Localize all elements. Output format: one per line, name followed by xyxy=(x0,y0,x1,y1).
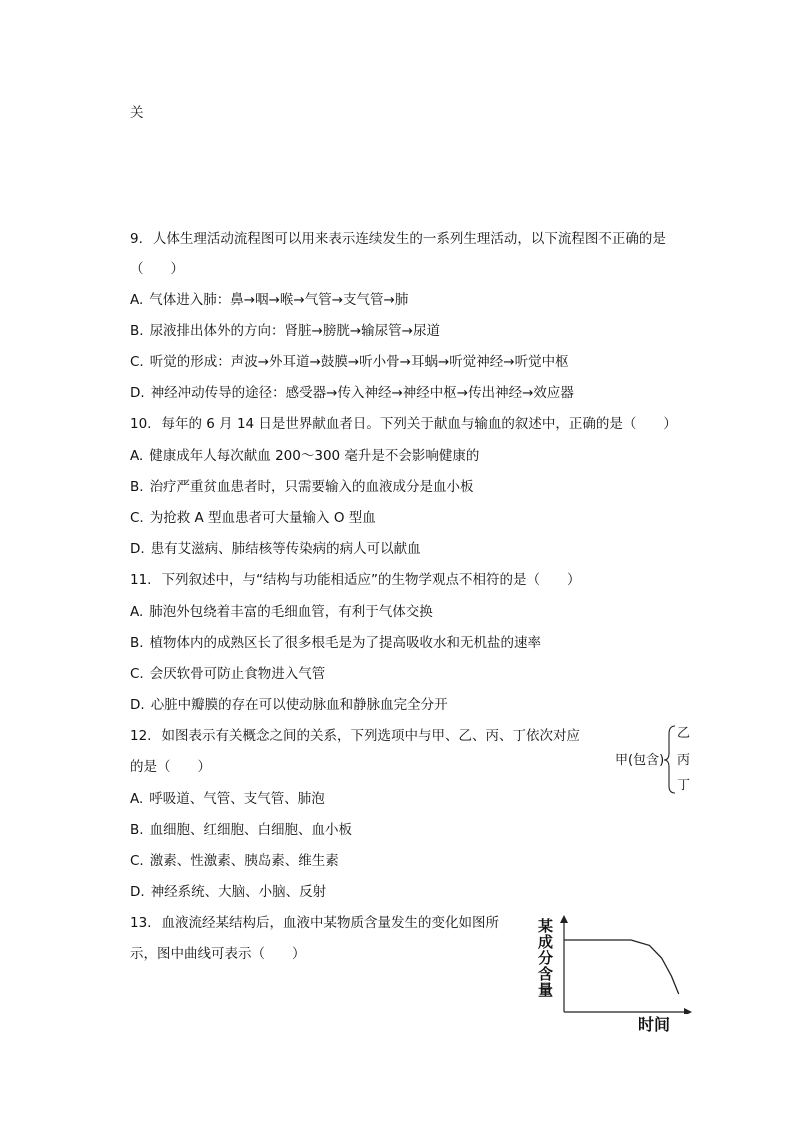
option-letter: B. xyxy=(130,479,144,495)
option-text: 气体进入肺：鼻→咽→喉→气管→支气管→肺 xyxy=(149,292,409,308)
question-10-option-c xyxy=(130,509,376,527)
option-text: 神经冲动传导的途径：感受器→传入神经→神经中枢→传出神经→效应器 xyxy=(150,385,574,401)
question-13-stem xyxy=(130,914,499,932)
option-text: 血细胞、红细胞、白细胞、血小板 xyxy=(149,822,353,838)
x-axis-arrow xyxy=(684,1008,692,1014)
option-letter: A. xyxy=(130,292,144,308)
question-9-stem xyxy=(130,230,666,248)
question-number: 10. xyxy=(130,416,152,432)
question-number: 12. xyxy=(130,728,152,744)
child-concept-1: 乙 xyxy=(677,726,691,741)
question-11-option-a xyxy=(130,603,433,621)
option-text: 健康成年人每次献血 200～300 毫升是不会影响健康的 xyxy=(149,448,480,464)
option-letter: A. xyxy=(130,448,144,464)
question-9-option-a xyxy=(130,291,408,309)
question-12-option-a xyxy=(130,790,325,808)
question-12-option-c xyxy=(130,852,339,870)
option-letter: C. xyxy=(130,853,144,869)
question-number: 13. xyxy=(130,915,152,931)
question-text: 下列叙述中，与“结构与功能相适应”的生物学观点不相符的是（ ） xyxy=(161,572,581,588)
option-text: 心脏中瓣膜的存在可以使动脉血和静脉血完全分开 xyxy=(150,697,448,713)
question-10-option-d xyxy=(130,540,421,558)
concept-relation-diagram xyxy=(612,724,702,794)
option-letter: D. xyxy=(130,884,145,900)
question-9-option-d xyxy=(130,384,574,402)
series-line xyxy=(564,940,679,994)
chart-svg xyxy=(538,914,698,1014)
option-text: 呼吸道、气管、支气管、肺泡 xyxy=(149,791,325,807)
question-12-stem-cont: 的是（ ） xyxy=(130,759,211,775)
question-12-stem xyxy=(130,727,580,745)
option-letter: D. xyxy=(130,697,145,713)
option-letter: B. xyxy=(130,635,144,651)
curly-brace xyxy=(664,726,675,793)
option-letter: C. xyxy=(130,510,144,526)
question-10-option-a xyxy=(130,447,479,465)
option-letter: C. xyxy=(130,666,144,682)
option-letter: B. xyxy=(130,822,144,838)
y-axis-arrow xyxy=(560,915,568,923)
question-11-stem xyxy=(130,571,580,589)
option-text: 肺泡外包绕着丰富的毛细血管，有利于气体交换 xyxy=(149,604,433,620)
option-letter: D. xyxy=(130,385,145,401)
question-12-option-d xyxy=(130,883,326,901)
question-11-option-b xyxy=(130,634,541,652)
content-change-chart xyxy=(538,914,698,1034)
option-text: 神经系统、大脑、小脑、反射 xyxy=(150,884,327,900)
question-10-option-b xyxy=(130,478,474,496)
question-text: 如图表示有关概念之间的关系，下列选项中与甲、乙、丙、丁依次对应 xyxy=(161,728,580,744)
parent-concept-label: 甲(包含) xyxy=(615,753,665,768)
option-text: 为抢救 A 型血患者可大量输入 O 型血 xyxy=(149,510,376,526)
question-9-option-c xyxy=(130,353,569,371)
option-text: 治疗严重贫血患者时，只需要输入的血液成分是血小板 xyxy=(149,479,474,495)
question-11-option-c xyxy=(130,665,325,683)
question-12-option-b xyxy=(130,821,352,839)
question-9-stem-cont: （ ） xyxy=(130,261,184,277)
option-letter: A. xyxy=(130,604,144,620)
option-text: 听觉的形成：声波→外耳道→鼓膜→听小骨→耳蜗→听觉神经→听觉中枢 xyxy=(149,354,569,370)
option-letter: A. xyxy=(130,791,144,807)
option-letter: C. xyxy=(130,354,144,370)
fragment-text: 关 xyxy=(130,105,144,121)
question-number: 9. xyxy=(130,231,143,247)
question-text: 人体生理活动流程图可以用来表示连续发生的一系列生理活动，以下流程图不正确的是 xyxy=(152,231,666,247)
chart-y-axis-label: 某成分含量 xyxy=(538,917,554,999)
child-concept-3: 丁 xyxy=(677,778,691,793)
question-text: 每年的 6 月 14 日是世界献血者日。下列关于献血与输血的叙述中，正确的是（ ） xyxy=(161,416,677,432)
option-letter: D. xyxy=(130,541,145,557)
option-text: 植物体内的成熟区长了很多根毛是为了提高吸收水和无机盐的速率 xyxy=(149,635,542,651)
option-text: 会厌软骨可防止食物进入气管 xyxy=(149,666,326,682)
question-text: 血液流经某结构后，血液中某物质含量发生的变化如图所 xyxy=(161,915,499,931)
child-concept-2: 丙 xyxy=(677,753,691,768)
chart-x-axis-label: 时间 xyxy=(638,1015,671,1034)
question-number: 11. xyxy=(130,572,152,588)
question-10-stem xyxy=(130,415,677,433)
question-11-option-d xyxy=(130,696,448,714)
option-letter: B. xyxy=(130,323,144,339)
question-9-option-b xyxy=(130,322,440,340)
question-13-stem-cont: 示，图中曲线可表示（ ） xyxy=(130,946,306,962)
option-text: 激素、性激素、胰岛素、维生素 xyxy=(149,853,339,869)
option-text: 尿液排出体外的方向：肾脏→膀胱→输尿管→尿道 xyxy=(149,323,440,339)
option-text: 患有艾滋病、肺结核等传染病的病人可以献血 xyxy=(150,541,421,557)
